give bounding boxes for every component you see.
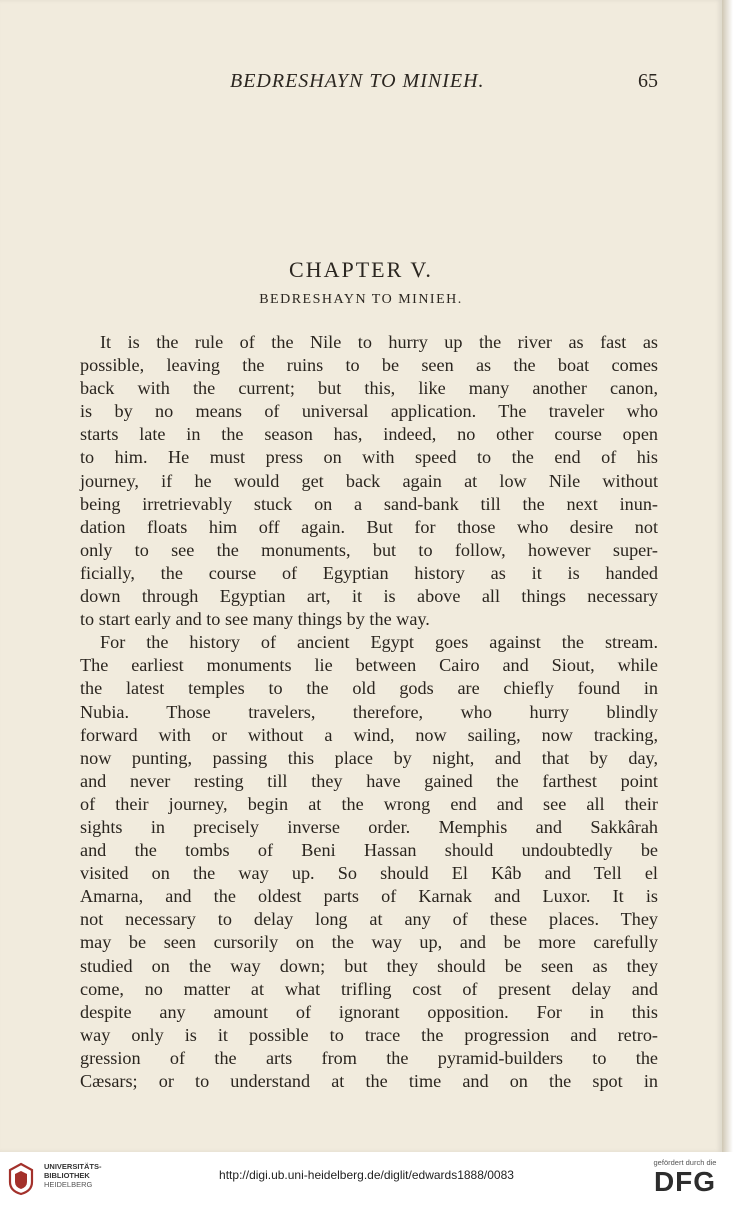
viewer-footer (0, 1152, 733, 1206)
dfg-logo: DFG (653, 1166, 717, 1197)
source-url-link[interactable]: http://digi.ub.uni-heidelberg.de/diglit/edwards1888/0083 (219, 1168, 514, 1182)
body-text (80, 331, 658, 1093)
text-line: and the tombs of Beni Hassan should undoubtedly be (80, 840, 658, 861)
text-line: and never resting till they have gained the farthest point (80, 770, 658, 791)
text-line: possible, leaving the ruins to be seen as the boat comes (80, 355, 658, 376)
text-line: The earliest monuments lie between Cairo and Siout, while (80, 655, 658, 676)
text-line: dation floats him off again. But for those who desire not (80, 516, 658, 537)
text-line: It is the rule of the Nile to hurry up the river as fast as (100, 332, 658, 352)
text-line: may be seen cursorily on the way up, and be more carefully (80, 932, 658, 953)
text-line: ficially, the course of Egyptian history as it is handed (80, 562, 658, 583)
text-line: gression of the arts from the pyramid-builders to the (80, 1047, 658, 1068)
text-line: to start early and to see many things by the way. (80, 609, 430, 630)
text-line: now punting, passing this place by night, and that by day, (80, 747, 658, 768)
page-edge (722, 0, 733, 1152)
text-line: starts late in the season has, indeed, no other course open (80, 424, 658, 445)
text-line: back with the current; but this, like many another canon, (80, 378, 658, 399)
running-title: BEDRESHAYN TO MINIEH. (230, 70, 485, 92)
text-line: down through Egyptian art, it is above all things necessary (80, 586, 658, 607)
text-line: Nubia. Those travelers, therefore, who hurry blindly (80, 701, 658, 722)
text-line: visited on the way up. So should El Kâb and Tell el (80, 863, 658, 884)
text-line: studied on the way down; but they should be seen as they (80, 955, 658, 976)
text-line: to him. He must press on with speed to the end of his (80, 447, 658, 468)
text-line: being irretrievably stuck on a sand-bank till the next inun- (80, 493, 658, 514)
page-number: 65 (638, 70, 658, 92)
text-line: Cæsars; or to understand at the time and on the spot in (80, 1071, 658, 1091)
text-line: not necessary to delay long at any of these places. They (80, 909, 658, 930)
text-line: the latest temples to the old gods are chiefly found in (80, 678, 658, 699)
funding-label: gefördert durch die (653, 1158, 717, 1167)
text-line: only to see the monuments, but to follow, however super- (80, 539, 658, 560)
running-head (80, 70, 658, 98)
text-line: of their journey, begin at the wrong end and see all their (80, 793, 658, 814)
chapter-title: CHAPTER V. (289, 257, 433, 282)
text-line: come, no matter at what trifling cost of present delay and (80, 978, 658, 999)
text-line: Amarna, and the oldest parts of Karnak and Luxor. It is (80, 886, 658, 907)
chapter-subtitle: BEDRESHAYN TO MINIEH. (259, 292, 463, 307)
text-line: forward with or without a wind, now sailing, now tracking, (80, 724, 658, 745)
text-line: way only is it possible to trace the progression and retro- (80, 1024, 658, 1045)
text-line: journey, if he would get back again at low Nile without (80, 470, 658, 491)
library-line-1: UNIVERSITÄTS- (44, 1162, 102, 1171)
funding-credit[interactable] (645, 1158, 725, 1197)
text-line: is by no means of universal application. The traveler who (80, 401, 658, 422)
library-line-3: HEIDELBERG (44, 1180, 93, 1189)
library-line-2: BIBLIOTHEK (44, 1171, 90, 1180)
text-line: For the history of ancient Egypt goes against the stream. (100, 632, 658, 653)
text-line: sights in precisely inverse order. Memphis and Sakkârah (80, 816, 658, 837)
text-line: despite any amount of ignorant opposition. For in this (80, 1001, 658, 1022)
